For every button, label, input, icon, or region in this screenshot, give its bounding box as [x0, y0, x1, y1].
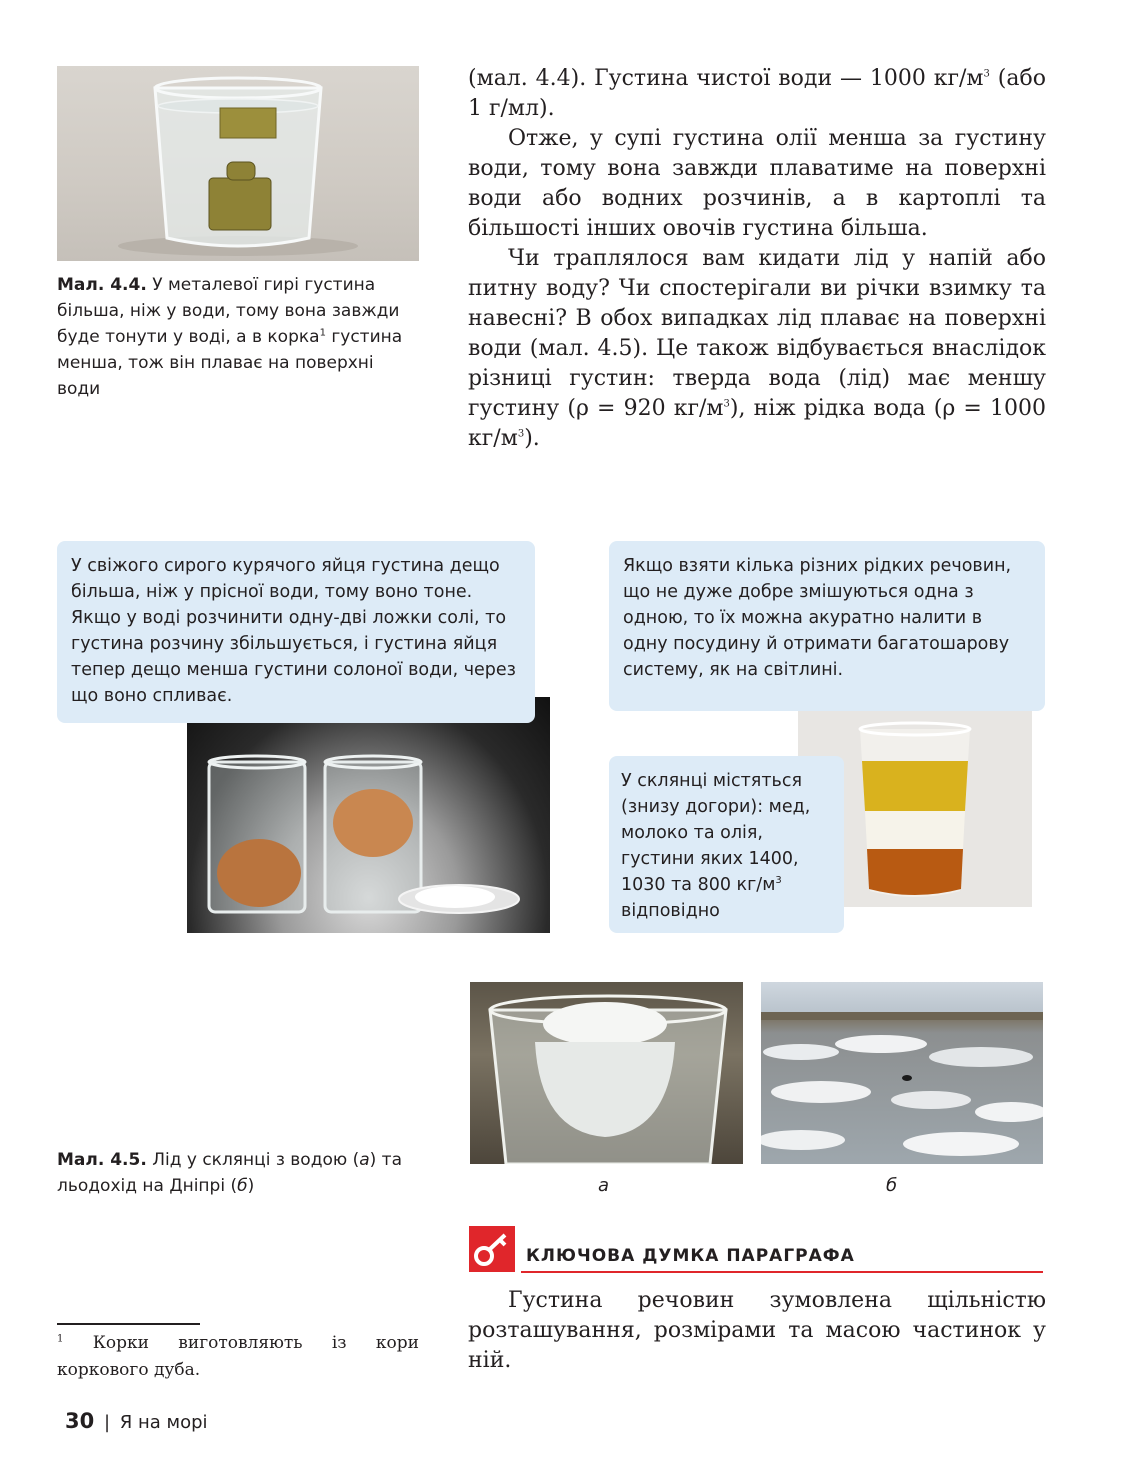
fig-4-4-label: Мал. 4.4.	[57, 275, 147, 295]
layers-info-bubble: Якщо взяти кілька різних рідких речовин, що не дуже добре змішуються одна з одною, то їх можна акуратно налити в одну посудину й отримати багатошарову систему, як на світлині.	[609, 541, 1045, 711]
footnote-text: Корки виготовляють із кори коркового дуба.	[57, 1333, 419, 1380]
eggs-in-glasses-illustration	[187, 697, 550, 933]
glass-info-text-a: У склянці містяться (знизу догори): мед, молоко та олія, густини яких 1400, 1030 та 800 кг/м	[621, 771, 811, 895]
ice-drift-photo	[761, 982, 1043, 1164]
ice-glass-photo	[470, 982, 743, 1164]
fig-4-5-caption	[57, 1147, 417, 1199]
key-icon	[469, 1226, 515, 1272]
fig-4-5-text-a: Лід у склянці з водою (	[146, 1150, 360, 1170]
paragraph-3-text-b: ), ніж рідка вода (ρ = 1000 кг/м	[468, 396, 1046, 451]
unit-exponent: 3	[723, 398, 730, 410]
paragraph-1-text-b: (або 1 г/мл).	[468, 66, 1046, 121]
paragraph-1-text-a: (мал. 4.4). Густина чистої води — 1000 кг/м	[468, 66, 984, 91]
river-ice-illustration	[761, 982, 1043, 1164]
fig-4-5-sublabel-a: а	[598, 1175, 610, 1196]
page-number: 30	[65, 1409, 95, 1433]
fig-4-5-italic-a: а	[359, 1150, 370, 1170]
glass-with-weight-illustration	[57, 66, 419, 261]
footnote-ref: 1	[319, 327, 326, 339]
section-title: Я на морі	[119, 1412, 208, 1433]
paragraph-3	[468, 244, 1046, 454]
egg-photo	[187, 697, 550, 933]
fig-4-4-text-b: густина менша, тож він плаває на поверхні води	[57, 327, 403, 399]
paragraph-2: Отже, у супі густина олії менша за густину води, тому вона завжди плаватиме на поверхні води або водних розчинів, а в картоплі та більшості інших овочів густина більша.	[468, 126, 1046, 241]
footer-separator: |	[103, 1412, 111, 1433]
fig-4-4-caption	[57, 272, 417, 402]
key-thought-heading: КЛЮЧОВА ДУМКА ПАРАГРАФА	[526, 1246, 855, 1266]
unit-exponent: 3	[517, 428, 525, 440]
egg-info-bubble: У свіжого сирого курячого яйця густина дещо більша, ніж у прісної води, тому воно тоне. Якщо у воді розчинити одну-дві ложки солі, то густина розчину збільшується, і густина яйця тепер дещо менша густини солоної води, через що воно спливає.	[57, 541, 535, 723]
key-thought-text	[468, 1286, 1046, 1376]
footnote	[57, 1330, 419, 1384]
fig-4-5-text-c: )	[247, 1176, 255, 1196]
ice-in-glass-illustration	[470, 982, 743, 1164]
paragraph-1	[468, 64, 1046, 124]
footnote-mark: 1	[57, 1333, 64, 1345]
glass-info-bubble	[609, 756, 844, 933]
page-footer	[65, 1409, 208, 1433]
fig-4-4-text-a: У металевої гирі густина більша, ніж у води, тому вона завжди буде тонути у воді, а в корка	[57, 275, 400, 347]
fig-4-5-sublabel-b: б	[886, 1175, 898, 1196]
paragraph-3-text-a: Чи траплялося вам кидати лід у напій або питну воду? Чи спостерігали ви річки взимку та навесні? В обох випадках лід плаває на поверхні води (мал. 4.5). Це також відбувається внаслідок різниці густин: тверда вода (лід) має меншу густину (ρ = 920 кг/м	[468, 246, 1046, 421]
fig-4-4-photo	[57, 66, 419, 261]
paragraph-3-text-c: ).	[524, 426, 540, 451]
fig-4-5-text-b: ) та льодохід на Дніпрі (	[57, 1150, 402, 1196]
main-text	[468, 64, 1046, 454]
key-thought-rule	[521, 1271, 1043, 1273]
fig-4-5-label: Мал. 4.5.	[57, 1150, 147, 1170]
unit-exponent: 3	[775, 875, 782, 887]
key-thought-paragraph: Густина речовин зумовлена щільністю розташування, розмірами та масою частинок у ній.	[468, 1288, 1046, 1373]
unit-exponent: 3	[983, 68, 990, 80]
fig-4-5-italic-b: б	[237, 1176, 248, 1196]
footnote-rule	[57, 1323, 200, 1325]
glass-info-text-b: відповідно	[621, 901, 720, 921]
